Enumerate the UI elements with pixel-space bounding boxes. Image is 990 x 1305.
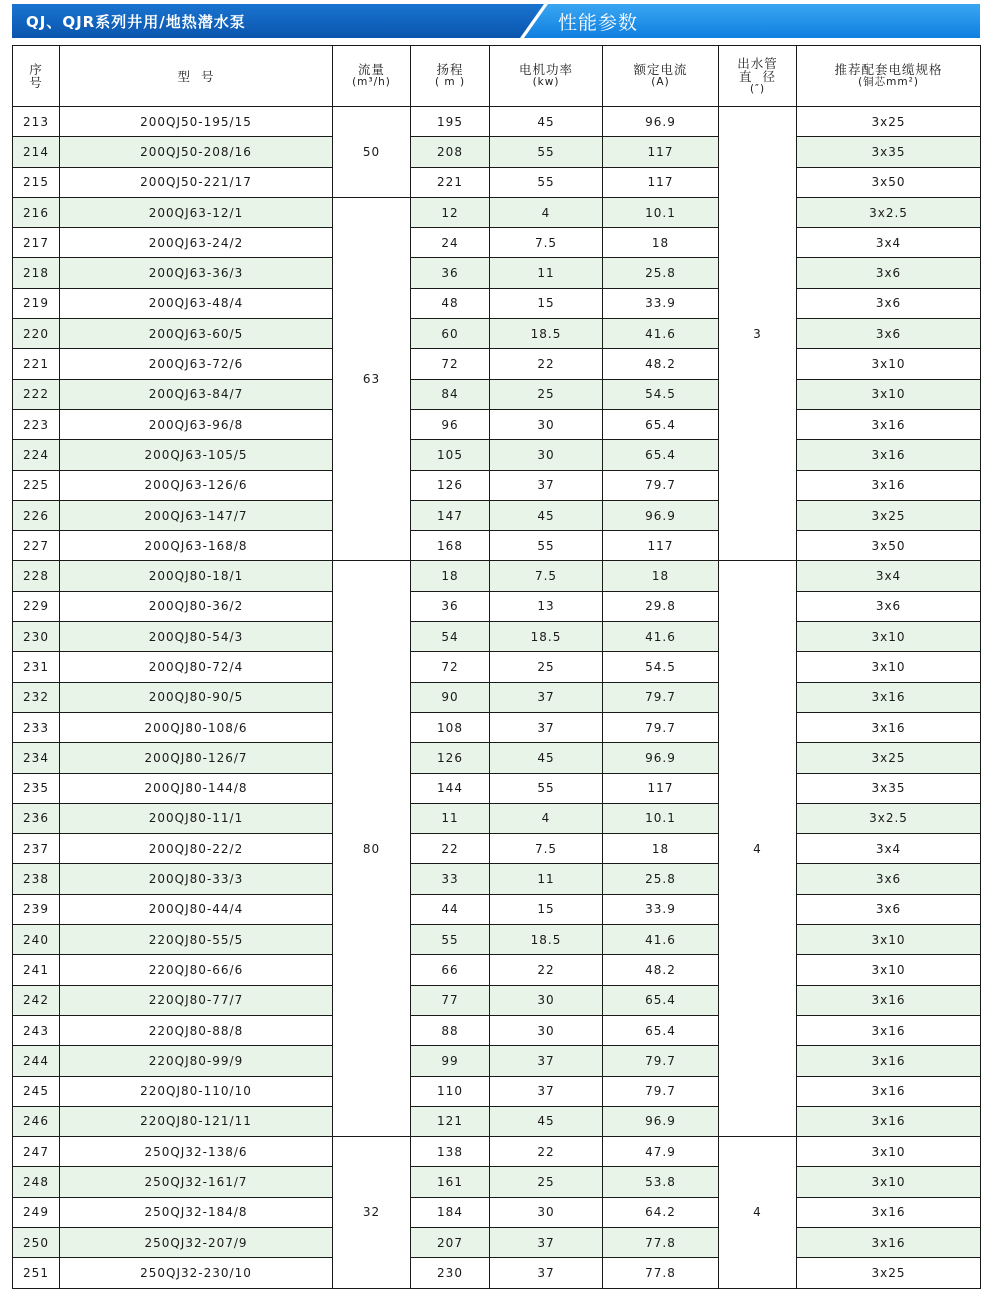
col-header-flow: 流量 (m³/h) [333,46,411,107]
cell-current: 41.6 [603,622,719,652]
cell-power: 11 [490,258,603,288]
cell-current: 79.7 [603,712,719,742]
cell-head: 195 [411,107,490,137]
cell-seq: 237 [13,834,60,864]
cell-cable: 3x16 [797,409,981,439]
cell-head: 66 [411,955,490,985]
cell-seq: 228 [13,561,60,591]
cell-seq: 241 [13,955,60,985]
table-row [13,470,981,500]
cell-head: 108 [411,712,490,742]
col-header-pipe: 出水管 直 径 (″) [719,46,797,107]
cell-seq: 242 [13,985,60,1015]
cell-head: 96 [411,409,490,439]
cell-cable: 3x16 [797,1076,981,1106]
cell-head: 144 [411,773,490,803]
cell-current: 96.9 [603,500,719,530]
cell-power: 7.5 [490,834,603,864]
cell-power: 4 [490,803,603,833]
cell-power: 22 [490,1137,603,1167]
cell-seq: 219 [13,288,60,318]
cell-power: 30 [490,1197,603,1227]
cell-seq: 214 [13,137,60,167]
cell-power: 30 [490,1015,603,1045]
cell-model: 250QJ32-230/10 [60,1258,333,1288]
cell-current: 54.5 [603,652,719,682]
cell-current: 79.7 [603,1076,719,1106]
cell-model: 200QJ63-126/6 [60,470,333,500]
cell-seq: 250 [13,1227,60,1257]
cell-head: 126 [411,743,490,773]
cell-current: 65.4 [603,409,719,439]
table-row [13,561,981,591]
cell-current: 77.8 [603,1227,719,1257]
cell-pipe-diameter: 4 [719,1137,797,1288]
cell-cable: 3x6 [797,258,981,288]
cell-cable: 3x25 [797,500,981,530]
cell-power: 37 [490,470,603,500]
cell-power: 11 [490,864,603,894]
cell-seq: 216 [13,197,60,227]
cell-seq: 225 [13,470,60,500]
cell-model: 200QJ63-84/7 [60,379,333,409]
cell-model: 250QJ32-138/6 [60,1137,333,1167]
cell-current: 96.9 [603,1106,719,1136]
cell-model: 200QJ50-195/15 [60,107,333,137]
cell-head: 168 [411,531,490,561]
performance-table [12,45,981,1289]
cell-cable: 3x10 [797,1167,981,1197]
cell-head: 208 [411,137,490,167]
table-body [13,107,981,1289]
table-row [13,107,981,137]
table-row [13,682,981,712]
cell-power: 37 [490,1076,603,1106]
cell-seq: 245 [13,1076,60,1106]
cell-seq: 233 [13,712,60,742]
col-header-head: 扬程 ( m ) [411,46,490,107]
cell-current: 41.6 [603,319,719,349]
cell-cable: 3x2.5 [797,197,981,227]
cell-current: 65.4 [603,440,719,470]
cell-model: 200QJ80-33/3 [60,864,333,894]
cell-cable: 3x6 [797,894,981,924]
cell-head: 22 [411,834,490,864]
cell-model: 200QJ63-60/5 [60,319,333,349]
cell-cable: 3x10 [797,349,981,379]
cell-current: 33.9 [603,288,719,318]
cell-head: 33 [411,864,490,894]
cell-model: 250QJ32-161/7 [60,1167,333,1197]
cell-seq: 226 [13,500,60,530]
table-row [13,1197,981,1227]
cell-cable: 3x10 [797,955,981,985]
cell-model: 200QJ80-44/4 [60,894,333,924]
cell-current: 48.2 [603,955,719,985]
cell-power: 30 [490,440,603,470]
series-title: QJ、QJR系列井用/地热潜水泵 [26,13,246,31]
cell-seq: 213 [13,107,60,137]
table-row [13,258,981,288]
cell-current: 96.9 [603,743,719,773]
cell-cable: 3x2.5 [797,803,981,833]
table-row [13,440,981,470]
cell-cable: 3x50 [797,531,981,561]
table-row [13,712,981,742]
cell-cable: 3x6 [797,591,981,621]
cell-current: 10.1 [603,197,719,227]
cell-current: 65.4 [603,1015,719,1045]
cell-cable: 3x10 [797,379,981,409]
cell-model: 200QJ50-221/17 [60,167,333,197]
cell-model: 220QJ80-55/5 [60,925,333,955]
cell-current: 18 [603,834,719,864]
cell-model: 200QJ80-108/6 [60,712,333,742]
cell-pipe-diameter: 4 [719,561,797,1137]
cell-seq: 243 [13,1015,60,1045]
cell-cable: 3x10 [797,622,981,652]
cell-seq: 239 [13,894,60,924]
cell-head: 72 [411,349,490,379]
cell-current: 77.8 [603,1258,719,1288]
cell-model: 200QJ63-12/1 [60,197,333,227]
cell-power: 7.5 [490,561,603,591]
table-row [13,531,981,561]
cell-model: 220QJ80-110/10 [60,1076,333,1106]
cell-cable: 3x4 [797,228,981,258]
cell-current: 48.2 [603,349,719,379]
cell-power: 55 [490,137,603,167]
cell-head: 230 [411,1258,490,1288]
cell-current: 64.2 [603,1197,719,1227]
col-header-current: 额定电流 (A) [603,46,719,107]
cell-cable: 3x16 [797,985,981,1015]
cell-model: 200QJ63-36/3 [60,258,333,288]
cell-power: 25 [490,652,603,682]
cell-power: 45 [490,743,603,773]
cell-cable: 3x25 [797,743,981,773]
cell-seq: 235 [13,773,60,803]
cell-seq: 221 [13,349,60,379]
cell-power: 22 [490,955,603,985]
table-row [13,1046,981,1076]
cell-head: 88 [411,1015,490,1045]
cell-seq: 227 [13,531,60,561]
cell-seq: 223 [13,409,60,439]
cell-model: 220QJ80-88/8 [60,1015,333,1045]
cell-seq: 249 [13,1197,60,1227]
cell-flow: 80 [333,561,411,1137]
col-header-power: 电机功率 (kw) [490,46,603,107]
table-row [13,955,981,985]
cell-seq: 231 [13,652,60,682]
cell-model: 200QJ80-90/5 [60,682,333,712]
cell-head: 138 [411,1137,490,1167]
cell-cable: 3x4 [797,834,981,864]
table-row [13,1167,981,1197]
table-row [13,591,981,621]
cell-head: 77 [411,985,490,1015]
cell-model: 200QJ63-48/4 [60,288,333,318]
cell-head: 84 [411,379,490,409]
table-row [13,137,981,167]
cell-seq: 251 [13,1258,60,1288]
cell-power: 13 [490,591,603,621]
cell-current: 33.9 [603,894,719,924]
table-row [13,985,981,1015]
cell-head: 72 [411,652,490,682]
cell-cable: 3x25 [797,1258,981,1288]
cell-current: 25.8 [603,864,719,894]
cell-power: 7.5 [490,228,603,258]
cell-power: 30 [490,985,603,1015]
cell-current: 54.5 [603,379,719,409]
cell-power: 25 [490,1167,603,1197]
cell-current: 53.8 [603,1167,719,1197]
cell-current: 18 [603,228,719,258]
table-row [13,349,981,379]
cell-head: 60 [411,319,490,349]
cell-head: 36 [411,591,490,621]
cell-power: 37 [490,1258,603,1288]
table-row [13,379,981,409]
cell-model: 200QJ63-168/8 [60,531,333,561]
cell-head: 126 [411,470,490,500]
cell-cable: 3x16 [797,712,981,742]
cell-seq: 230 [13,622,60,652]
cell-cable: 3x16 [797,1015,981,1045]
cell-seq: 236 [13,803,60,833]
cell-seq: 246 [13,1106,60,1136]
cell-seq: 218 [13,258,60,288]
cell-power: 18.5 [490,319,603,349]
cell-head: 121 [411,1106,490,1136]
cell-head: 54 [411,622,490,652]
cell-current: 29.8 [603,591,719,621]
cell-model: 220QJ80-66/6 [60,955,333,985]
cell-head: 55 [411,925,490,955]
cell-power: 45 [490,107,603,137]
table-row [13,1137,981,1167]
cell-head: 207 [411,1227,490,1257]
cell-current: 79.7 [603,1046,719,1076]
cell-cable: 3x10 [797,925,981,955]
cell-head: 11 [411,803,490,833]
cell-cable: 3x4 [797,561,981,591]
cell-current: 79.7 [603,682,719,712]
cell-power: 37 [490,682,603,712]
header-banner [12,4,980,38]
cell-head: 36 [411,258,490,288]
cell-cable: 3x16 [797,1046,981,1076]
cell-model: 200QJ80-126/7 [60,743,333,773]
cell-power: 4 [490,197,603,227]
table-row [13,197,981,227]
cell-model: 200QJ80-54/3 [60,622,333,652]
cell-model: 200QJ80-22/2 [60,834,333,864]
cell-current: 117 [603,137,719,167]
cell-head: 184 [411,1197,490,1227]
table-row [13,652,981,682]
table-row [13,1227,981,1257]
cell-cable: 3x35 [797,137,981,167]
cell-power: 30 [490,409,603,439]
cell-head: 147 [411,500,490,530]
table-row [13,773,981,803]
cell-power: 37 [490,1227,603,1257]
cell-current: 117 [603,531,719,561]
cell-seq: 224 [13,440,60,470]
cell-cable: 3x35 [797,773,981,803]
cell-power: 55 [490,773,603,803]
cell-cable: 3x16 [797,1106,981,1136]
cell-seq: 234 [13,743,60,773]
cell-model: 220QJ80-99/9 [60,1046,333,1076]
table-row [13,864,981,894]
cell-seq: 238 [13,864,60,894]
cell-model: 220QJ80-121/11 [60,1106,333,1136]
cell-current: 41.6 [603,925,719,955]
cell-cable: 3x16 [797,440,981,470]
cell-cable: 3x25 [797,107,981,137]
cell-model: 250QJ32-207/9 [60,1227,333,1257]
cell-pipe-diameter: 3 [719,107,797,561]
table-row [13,167,981,197]
cell-seq: 232 [13,682,60,712]
col-header-model: 型 号 [60,46,333,107]
cell-seq: 217 [13,228,60,258]
cell-cable: 3x6 [797,319,981,349]
cell-cable: 3x16 [797,470,981,500]
cell-seq: 220 [13,319,60,349]
table-row [13,1258,981,1288]
table-header-row [13,46,981,107]
cell-seq: 229 [13,591,60,621]
cell-head: 105 [411,440,490,470]
table-row [13,834,981,864]
cell-power: 45 [490,500,603,530]
cell-model: 200QJ63-105/5 [60,440,333,470]
cell-power: 37 [490,1046,603,1076]
cell-model: 250QJ32-184/8 [60,1197,333,1227]
cell-current: 96.9 [603,107,719,137]
cell-seq: 240 [13,925,60,955]
cell-current: 117 [603,167,719,197]
table-row [13,228,981,258]
cell-model: 220QJ80-77/7 [60,985,333,1015]
cell-head: 24 [411,228,490,258]
cell-power: 15 [490,288,603,318]
cell-head: 48 [411,288,490,318]
cell-seq: 222 [13,379,60,409]
cell-current: 10.1 [603,803,719,833]
section-title: 性能参数 [558,12,639,34]
table-row [13,925,981,955]
table-row [13,803,981,833]
cell-flow: 50 [333,107,411,198]
cell-head: 221 [411,167,490,197]
cell-seq: 248 [13,1167,60,1197]
cell-cable: 3x16 [797,1197,981,1227]
cell-model: 200QJ50-208/16 [60,137,333,167]
cell-power: 37 [490,712,603,742]
cell-seq: 247 [13,1137,60,1167]
cell-current: 25.8 [603,258,719,288]
cell-power: 55 [490,167,603,197]
cell-model: 200QJ63-147/7 [60,500,333,530]
cell-model: 200QJ80-18/1 [60,561,333,591]
cell-current: 79.7 [603,470,719,500]
table-row [13,1076,981,1106]
cell-model: 200QJ80-72/4 [60,652,333,682]
cell-power: 45 [490,1106,603,1136]
cell-current: 47.9 [603,1137,719,1167]
col-header-seq: 序 号 [13,46,60,107]
cell-head: 90 [411,682,490,712]
cell-model: 200QJ80-144/8 [60,773,333,803]
cell-cable: 3x16 [797,682,981,712]
cell-power: 18.5 [490,925,603,955]
cell-cable: 3x10 [797,1137,981,1167]
cell-model: 200QJ80-11/1 [60,803,333,833]
cell-model: 200QJ63-24/2 [60,228,333,258]
cell-head: 18 [411,561,490,591]
table-row [13,1106,981,1136]
cell-power: 22 [490,349,603,379]
col-header-cable: 推荐配套电缆规格 (铜芯mm²) [797,46,981,107]
cell-head: 161 [411,1167,490,1197]
cell-cable: 3x16 [797,1227,981,1257]
cell-seq: 215 [13,167,60,197]
cell-current: 117 [603,773,719,803]
table-row [13,409,981,439]
table-row [13,743,981,773]
cell-power: 18.5 [490,622,603,652]
cell-model: 200QJ80-36/2 [60,591,333,621]
cell-head: 44 [411,894,490,924]
cell-current: 65.4 [603,985,719,1015]
cell-power: 55 [490,531,603,561]
cell-flow: 63 [333,197,411,561]
cell-cable: 3x50 [797,167,981,197]
cell-seq: 244 [13,1046,60,1076]
cell-head: 99 [411,1046,490,1076]
table-row [13,894,981,924]
table-row [13,319,981,349]
cell-head: 110 [411,1076,490,1106]
table-row [13,622,981,652]
cell-cable: 3x10 [797,652,981,682]
cell-flow: 32 [333,1137,411,1288]
table-row [13,1015,981,1045]
table-row [13,500,981,530]
table-row [13,288,981,318]
cell-cable: 3x6 [797,864,981,894]
cell-head: 12 [411,197,490,227]
cell-cable: 3x6 [797,288,981,318]
cell-power: 15 [490,894,603,924]
cell-current: 18 [603,561,719,591]
cell-model: 200QJ63-96/8 [60,409,333,439]
cell-model: 200QJ63-72/6 [60,349,333,379]
cell-power: 25 [490,379,603,409]
